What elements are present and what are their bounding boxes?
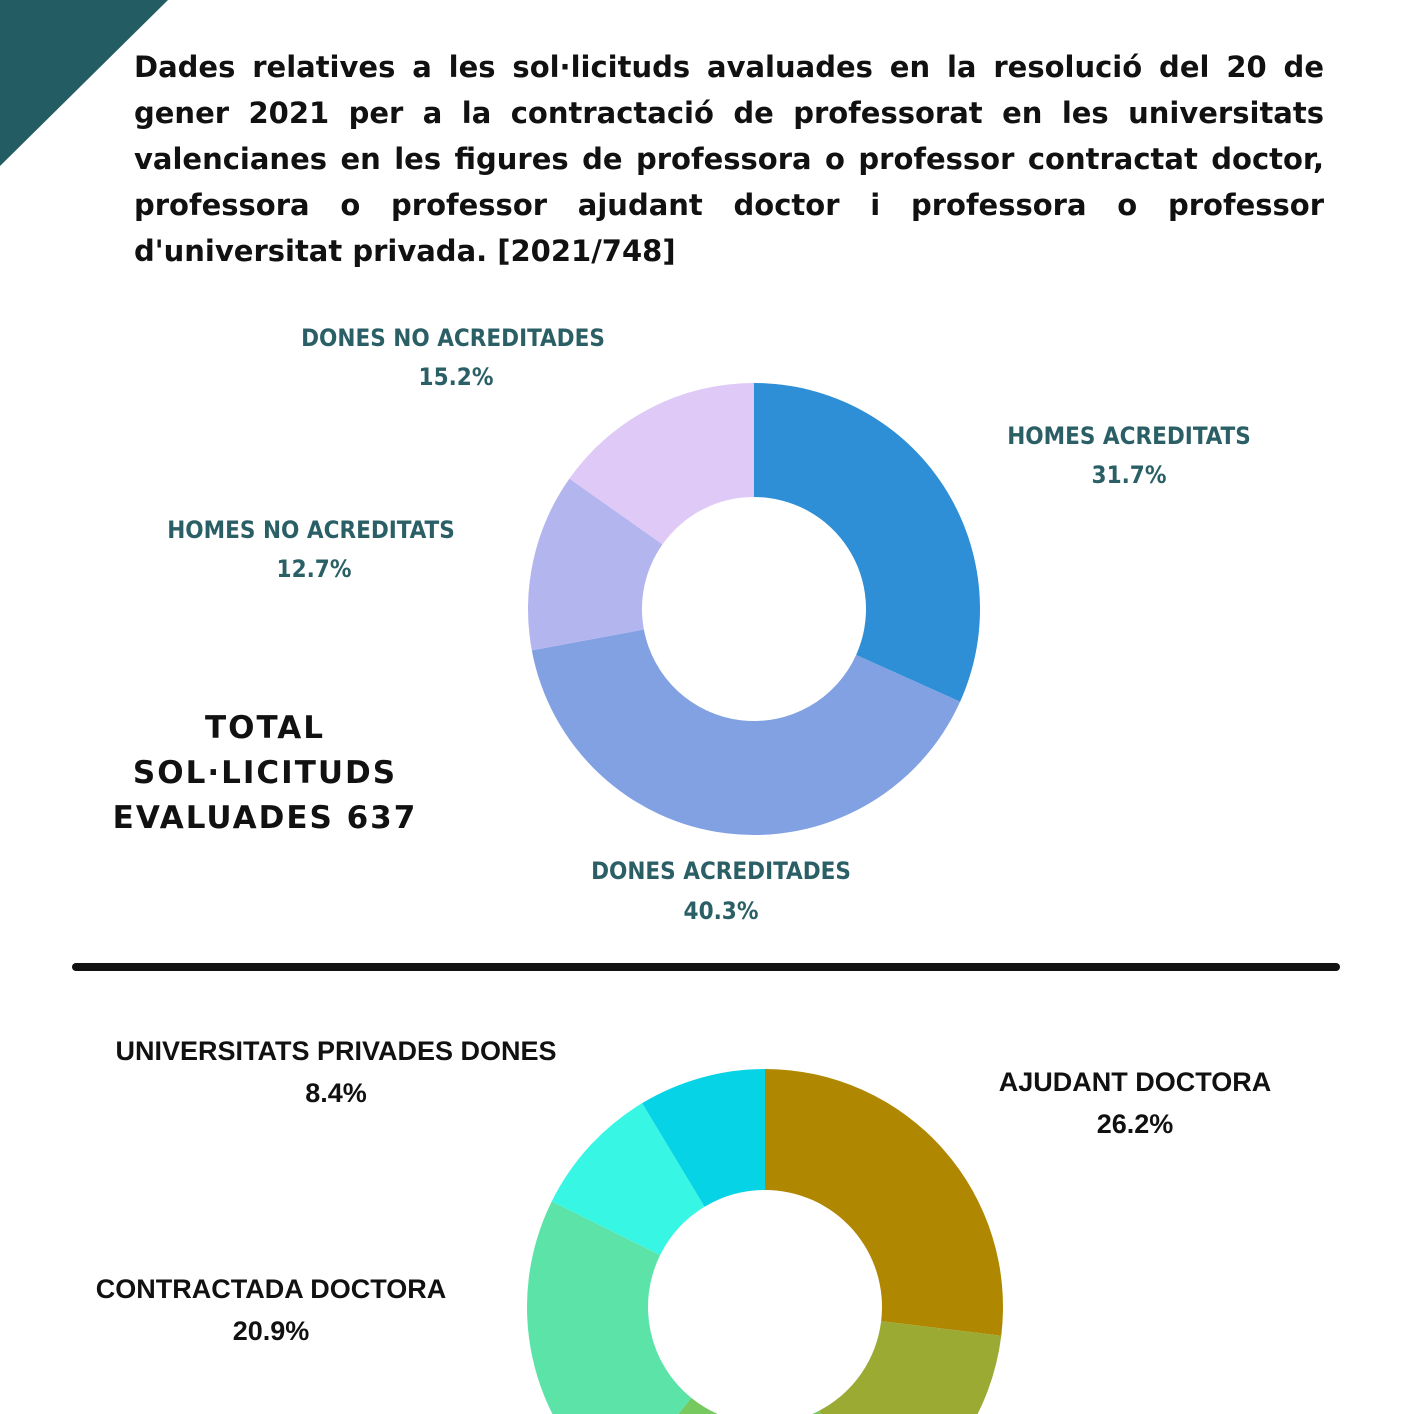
chart2-value-contractada-doctora: 20.9%: [232, 1316, 310, 1346]
total-requests: [80, 706, 450, 841]
chart2-label-ajudant-doctora: AJUDANT DOCTORA: [998, 1067, 1272, 1097]
chart1-slices: [528, 383, 980, 835]
section-divider: [72, 963, 1340, 971]
donut-chart-accreditation: [0, 300, 1414, 960]
chart2-value-universitats-privades-dones: 8.4%: [305, 1078, 367, 1108]
chart2-slices: [527, 1069, 1003, 1414]
chart2-label-universitats-privades-dones: UNIVERSITATS PRIVADES DONES: [115, 1036, 557, 1066]
chart1-label-homes-no-acreditats: HOMES NO ACREDITATS: [167, 516, 455, 544]
chart1-label-homes-acreditats: HOMES ACREDITATS: [1007, 422, 1251, 450]
chart1-label-dones-acreditades: DONES ACREDITADES: [591, 857, 851, 885]
chart1-value-dones-acreditades: 40.3%: [683, 897, 759, 925]
chart1-value-homes-acreditats: 31.7%: [1091, 461, 1167, 489]
chart2-value-ajudant-doctora: 26.2%: [1096, 1109, 1174, 1139]
chart1-value-homes-no-acreditats: 12.7%: [276, 555, 352, 583]
chart2-slice-segment-2: [819, 1321, 1001, 1414]
chart1-label-dones-no-acreditades: DONES NO ACREDITADES: [301, 324, 605, 352]
chart1-value-dones-no-acreditades: 15.2%: [418, 363, 494, 391]
total-line-3: EVALUADES 637: [112, 800, 418, 836]
total-line-2: SOL·LICITUDS: [132, 755, 398, 791]
page-title: Dades relatives a les sol·licituds avaluades en la resolució del 20 de gener 2021 per a la contractació de professorat en les universitats valencianes en les figures de professora o professor contractat doctor, professora o professor ajudant doctor i professora o professor d'universitat privada. [2021/748]: [134, 50, 1324, 268]
chart2-slice-ajudant-doctora: [765, 1069, 1003, 1336]
chart1-slice-homes-acreditats: [754, 383, 980, 702]
donut-chart-positions: [0, 1000, 1414, 1414]
chart2-label-contractada-doctora: CONTRACTADA DOCTORA: [95, 1274, 447, 1304]
total-line-1: TOTAL: [205, 710, 325, 746]
